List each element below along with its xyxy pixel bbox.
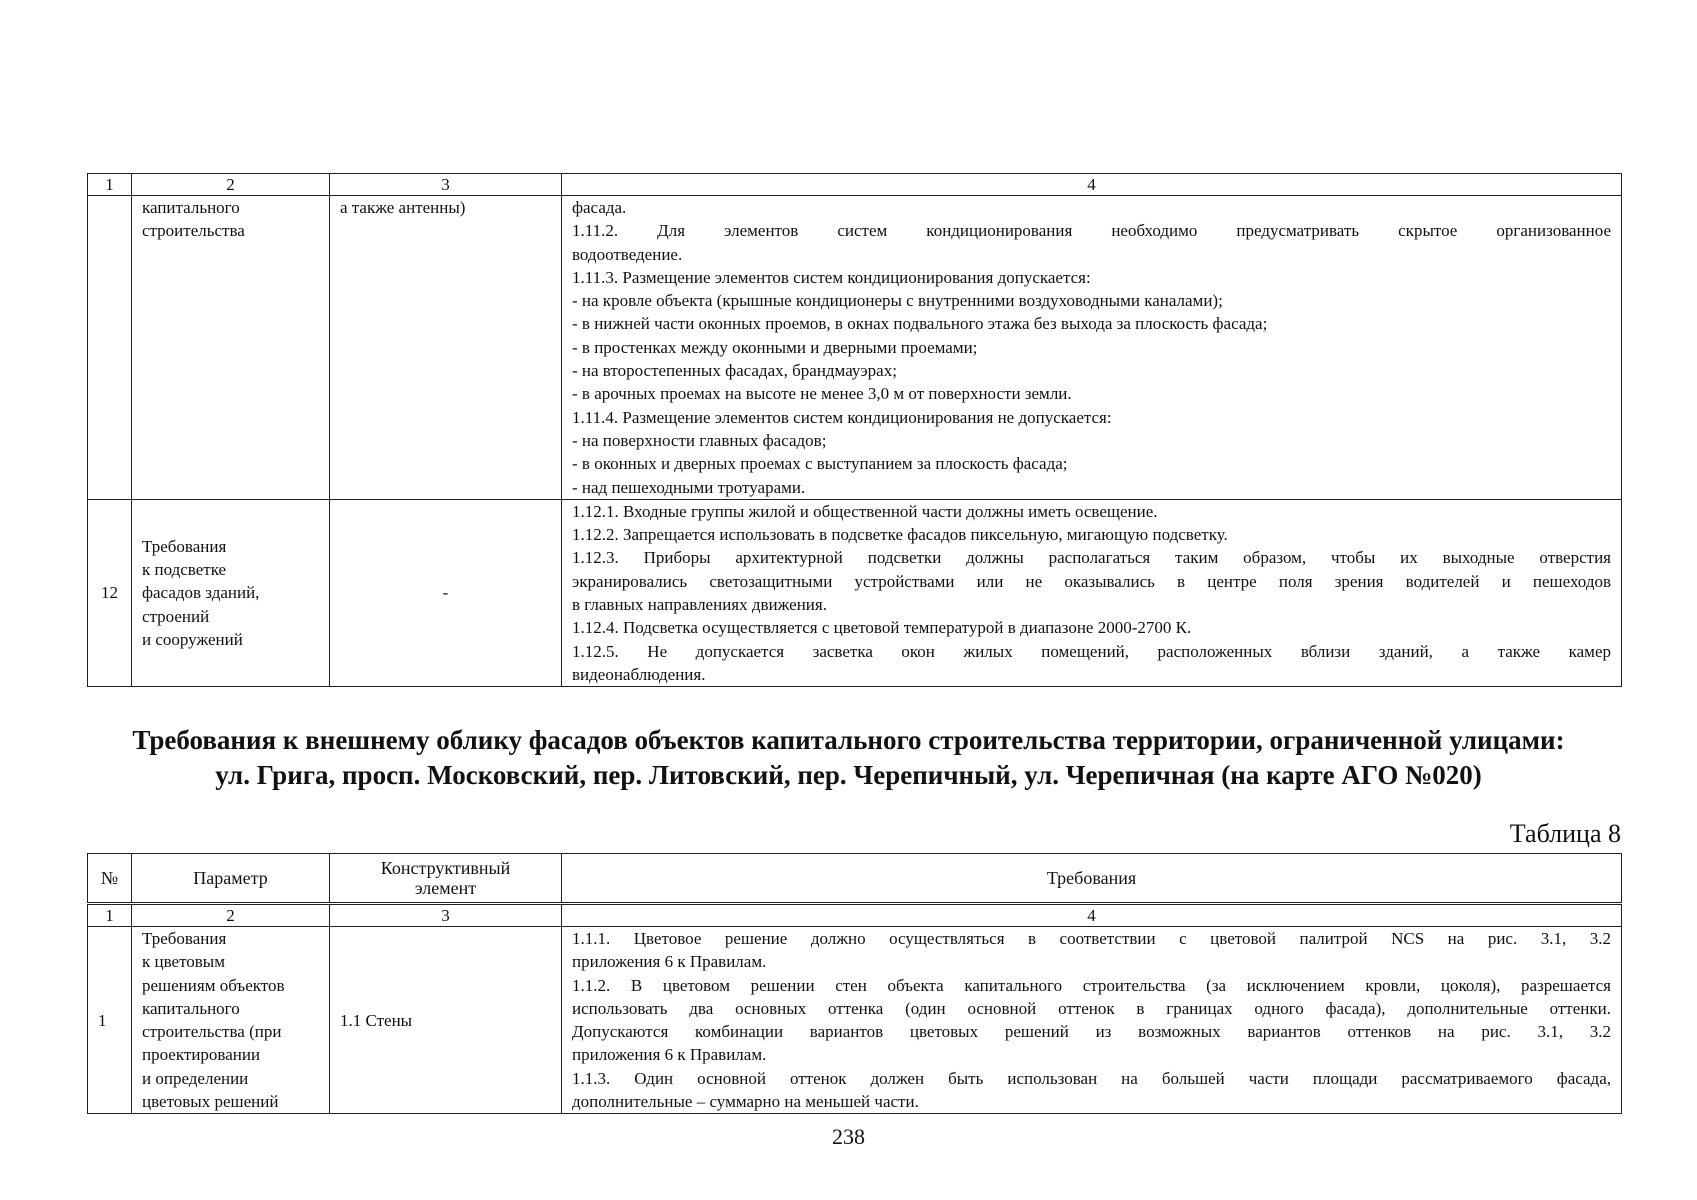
parameter-line: строительства (при (142, 1022, 282, 1042)
requirement-line: 1.1.1. Цветовое решение должно осуществляться в соответствии с цветовой палитрой NCS на рис. 3.1, 3.2 (572, 929, 1611, 948)
element-cell: - (330, 499, 562, 686)
column-number: 1 (88, 174, 132, 196)
header-requirements: Требования (562, 854, 1622, 904)
requirement-line: - над пешеходными тротуарами. (572, 477, 806, 497)
header-row (88, 854, 1622, 904)
requirement-line: - в простенках между оконными и дверными проемами; (572, 337, 978, 357)
heading-line: Требования к внешнему облику фасадов объектов капитального строительства территории, ограниченной улицами: (132, 725, 1565, 755)
parameter-line: к подсветке (142, 560, 227, 580)
parameter-line: фасадов зданий, (142, 583, 260, 603)
header-element-line: Конструктивный (380, 858, 511, 878)
requirement-line: 1.11.4. Размещение элементов систем кондиционирования не допускается: (572, 407, 1112, 427)
requirement-line: 1.1.2. В цветовом решении стен объекта капитального строительства (за исключением кровли, цоколя), разрешается (572, 975, 1611, 995)
column-number-row (88, 904, 1622, 927)
page-number: 238 (832, 1124, 865, 1149)
heading-line: ул. Грига, просп. Московский, пер. Литовский, пер. Черепичный, ул. Черепичная (на карте АГО №020) (215, 760, 1482, 790)
parameter-line: Требования (142, 536, 227, 556)
parameter-cell (132, 499, 330, 686)
requirement-line: приложения 6 к Правилам. (572, 1045, 767, 1065)
header-element-line: элемент (414, 878, 477, 898)
section-heading (60, 723, 1637, 793)
column-number: 1 (88, 904, 132, 927)
row-number: 12 (88, 499, 132, 686)
requirement-line: 1.12.5. Не допускается засветка окон жилых помещений, расположенных вблизи зданий, а также камер (572, 641, 1611, 661)
column-number-row (88, 174, 1622, 196)
parameter-line: и сооружений (142, 629, 243, 649)
requirement-line: - на второстепенных фасадах, брандмауэрах; (572, 361, 897, 381)
requirement-line: - в оконных и дверных проемах с выступанием за плоскость фасада; (572, 454, 1068, 474)
requirement-line: 1.1.3. Один основной оттенок должен быть использован на большей части площади рассматриваемого фасада, (572, 1068, 1611, 1088)
column-number: 4 (562, 904, 1622, 927)
requirements-cell (562, 499, 1622, 686)
requirement-line: использовать два основных оттенка (один основной оттенок в границах одного фасада), дополнительные оттенки. (572, 998, 1611, 1018)
parameter-line: Требования (142, 929, 227, 948)
row-number: 1 (88, 927, 132, 1114)
requirement-line: дополнительные – суммарно на меньшей части. (572, 1092, 919, 1112)
requirement-line: 1.11.2. Для элементов систем кондиционирования необходимо предусматривать скрытое организованное (572, 221, 1611, 241)
requirements-cell (562, 927, 1622, 1114)
requirement-line: видеонаблюдения. (572, 664, 706, 684)
parameter-line: решениям объектов (142, 975, 285, 995)
parameter-cell (132, 196, 330, 500)
requirement-line: фасада. (572, 198, 627, 217)
table-continuation (87, 173, 1622, 687)
requirement-line: в главных направлениях движения. (572, 595, 827, 615)
column-number: 3 (330, 174, 562, 196)
table-8 (87, 853, 1622, 1114)
table-row (88, 927, 1622, 1114)
requirement-line: 1.12.1. Входные группы жилой и общественной части должны иметь освещение. (572, 501, 1158, 521)
requirement-line: - на поверхности главных фасадов; (572, 430, 827, 450)
table-caption: Таблица 8 (1509, 819, 1621, 848)
table-row (88, 196, 1622, 500)
requirement-line: - на кровле объекта (крышные кондиционеры с внутренними воздуховодными каналами); (572, 291, 1223, 311)
requirement-line: 1.12.3. Приборы архитектурной подсветки должны располагаться таким образом, чтобы их выходные отверстия (572, 548, 1611, 568)
column-number: 2 (132, 174, 330, 196)
requirement-line: водоотведение. (572, 244, 683, 264)
requirement-line: - в арочных проемах на высоте не менее 3,0 м от поверхности земли. (572, 384, 1072, 404)
requirement-line: экранировались светозащитными устройствами или не оказывались в центре поля зрения водителей и пешеходов (572, 571, 1611, 591)
header-parameter: Параметр (132, 854, 330, 904)
requirement-line: 1.11.3. Размещение элементов систем кондиционирования допускается: (572, 267, 1091, 287)
parameter-line: проектировании (142, 1045, 261, 1065)
column-number: 4 (562, 174, 1622, 196)
column-number: 3 (330, 904, 562, 927)
requirements-cell (562, 196, 1622, 500)
requirement-line: Допускаются комбинации вариантов цветовых решений из возможных вариантов оттенков на рис. 3.1, 3.2 (572, 1022, 1611, 1042)
requirement-line: 1.12.2. Запрещается использовать в подсветке фасадов пиксельную, мигающую подсветку. (572, 525, 1228, 545)
parameter-line: строительства (142, 221, 245, 241)
parameter-line: к цветовым (142, 952, 225, 972)
parameter-line: строений (142, 606, 210, 626)
element-cell: а также антенны) (330, 196, 562, 500)
header-element (330, 854, 562, 904)
column-number: 2 (132, 904, 330, 927)
parameter-line: капитального (142, 998, 240, 1018)
parameter-line: и определении (142, 1068, 249, 1088)
element-cell: 1.1 Стены (330, 927, 562, 1114)
parameter-line: капитального (142, 198, 240, 217)
row-number-cell (88, 196, 132, 500)
header-num: № (88, 854, 132, 904)
table-row (88, 499, 1622, 686)
parameter-cell (132, 927, 330, 1114)
requirement-line: 1.12.4. Подсветка осуществляется с цветовой температурой в диапазоне 2000-2700 К. (572, 618, 1192, 638)
requirement-line: - в нижней части оконных проемов, в окнах подвального этажа без выхода за плоскость фасада; (572, 314, 1268, 334)
requirement-line: приложения 6 к Правилам. (572, 952, 767, 972)
parameter-line: цветовых решений (142, 1092, 279, 1112)
